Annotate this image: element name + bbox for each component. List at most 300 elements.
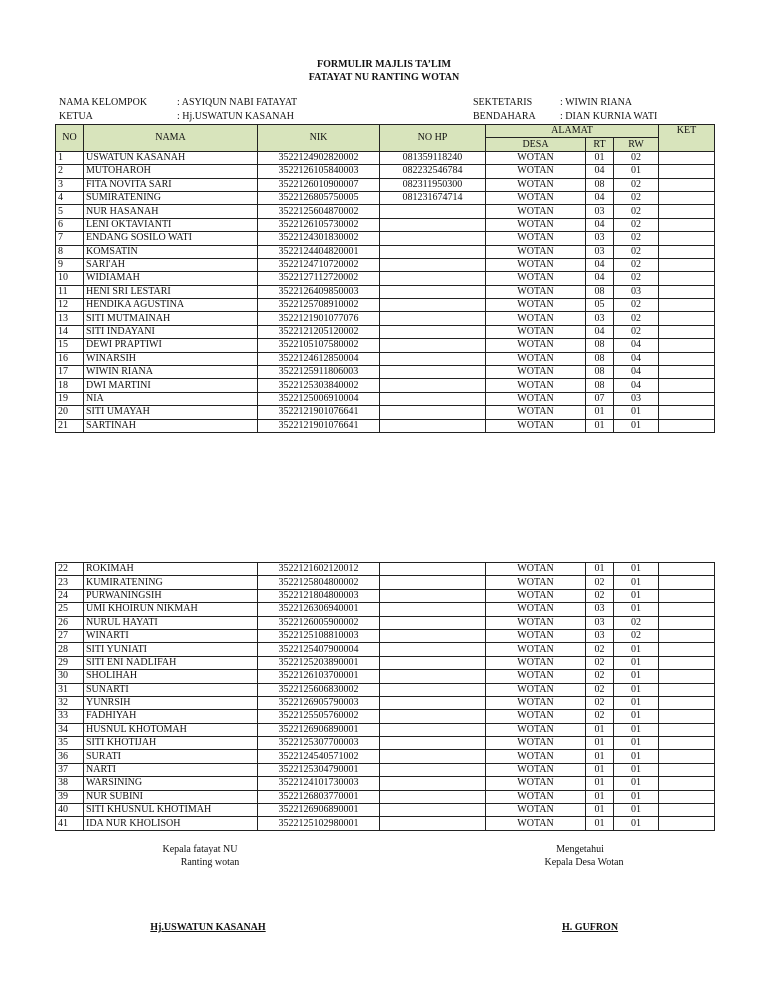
member-name: WIWIN RIANA xyxy=(84,366,258,379)
member-name: SITI YUNIATI xyxy=(84,643,258,656)
row-no: 25 xyxy=(56,603,84,616)
member-name: WINARSIH xyxy=(84,352,258,365)
member-name: LENI OKTAVIANTI xyxy=(84,218,258,231)
member-ket xyxy=(659,737,715,750)
member-desa: WOTAN xyxy=(486,366,586,379)
member-phone xyxy=(380,643,486,656)
member-desa: WOTAN xyxy=(486,603,586,616)
table-row xyxy=(56,379,715,392)
table-row xyxy=(56,670,715,683)
row-no: 38 xyxy=(56,777,84,790)
member-nik: 3522125407900004 xyxy=(258,643,380,656)
row-no: 12 xyxy=(56,299,84,312)
table-row xyxy=(56,804,715,817)
row-no: 23 xyxy=(56,576,84,589)
member-rw: 01 xyxy=(614,723,659,736)
bendahara-value: : DIAN KURNIA WATI xyxy=(560,111,658,122)
member-phone xyxy=(380,670,486,683)
member-ket xyxy=(659,232,715,245)
member-rw: 01 xyxy=(614,790,659,803)
member-desa: WOTAN xyxy=(486,272,586,285)
member-rw: 01 xyxy=(614,710,659,723)
member-ket xyxy=(659,366,715,379)
member-nik: 3522126409850003 xyxy=(258,285,380,298)
row-no: 17 xyxy=(56,366,84,379)
member-rw: 01 xyxy=(614,656,659,669)
member-rt: 04 xyxy=(586,165,614,178)
member-ket xyxy=(659,178,715,191)
member-rw: 04 xyxy=(614,352,659,365)
member-phone: 081231674714 xyxy=(380,191,486,204)
member-desa: WOTAN xyxy=(486,710,586,723)
row-no: 31 xyxy=(56,683,84,696)
member-rw: 02 xyxy=(614,272,659,285)
member-rt: 03 xyxy=(586,232,614,245)
member-rt: 07 xyxy=(586,392,614,405)
table-row xyxy=(56,245,715,258)
member-ket xyxy=(659,589,715,602)
member-rt: 01 xyxy=(586,804,614,817)
member-ket xyxy=(659,205,715,218)
member-rw: 01 xyxy=(614,419,659,432)
member-rw: 02 xyxy=(614,258,659,271)
member-ket xyxy=(659,629,715,642)
member-ket xyxy=(659,777,715,790)
member-rw: 01 xyxy=(614,589,659,602)
member-ket xyxy=(659,723,715,736)
member-desa: WOTAN xyxy=(486,419,586,432)
row-no: 33 xyxy=(56,710,84,723)
member-ket xyxy=(659,151,715,164)
member-desa: WOTAN xyxy=(486,723,586,736)
member-rw: 01 xyxy=(614,165,659,178)
table-row xyxy=(56,232,715,245)
member-name: NIA xyxy=(84,392,258,405)
table-row xyxy=(56,285,715,298)
member-rt: 03 xyxy=(586,616,614,629)
member-rt: 01 xyxy=(586,406,614,419)
row-no: 15 xyxy=(56,339,84,352)
member-name: NUR HASANAH xyxy=(84,205,258,218)
member-rw: 02 xyxy=(614,616,659,629)
member-rw: 01 xyxy=(614,603,659,616)
row-no: 1 xyxy=(56,151,84,164)
member-name: IDA NUR KHOLISOH xyxy=(84,817,258,830)
member-ket xyxy=(659,750,715,763)
member-nik: 3522125911806003 xyxy=(258,366,380,379)
member-ket xyxy=(659,325,715,338)
member-nik: 3522121901076641 xyxy=(258,419,380,432)
right-signature-title: Mengetahui xyxy=(556,844,604,855)
row-no: 3 xyxy=(56,178,84,191)
member-nik: 3522121804800003 xyxy=(258,589,380,602)
member-nik: 3522124902820002 xyxy=(258,151,380,164)
member-desa: WOTAN xyxy=(486,165,586,178)
member-nik: 3522125006910004 xyxy=(258,392,380,405)
table-row xyxy=(56,817,715,830)
member-ket xyxy=(659,710,715,723)
member-rt: 04 xyxy=(586,218,614,231)
member-name: SITI UMAYAH xyxy=(84,406,258,419)
member-ket xyxy=(659,804,715,817)
member-nik: 3522126105730002 xyxy=(258,218,380,231)
row-no: 24 xyxy=(56,589,84,602)
member-name: ENDANG SOSILO WATI xyxy=(84,232,258,245)
member-rt: 08 xyxy=(586,285,614,298)
table-row xyxy=(56,165,715,178)
member-desa: WOTAN xyxy=(486,325,586,338)
col-rw-header: RW xyxy=(614,138,659,151)
member-rw: 01 xyxy=(614,750,659,763)
member-ket xyxy=(659,603,715,616)
member-nik: 3522125203890001 xyxy=(258,656,380,669)
member-rt: 01 xyxy=(586,777,614,790)
member-phone xyxy=(380,419,486,432)
member-desa: WOTAN xyxy=(486,643,586,656)
member-desa: WOTAN xyxy=(486,218,586,231)
member-ket xyxy=(659,790,715,803)
table-row xyxy=(56,325,715,338)
col-ket-header: KET xyxy=(659,125,715,152)
member-desa: WOTAN xyxy=(486,737,586,750)
member-ket xyxy=(659,339,715,352)
col-nama-header: NAMA xyxy=(84,125,258,152)
members-table-1 xyxy=(55,124,715,433)
col-alamat-header: ALAMAT xyxy=(486,125,659,138)
member-rt: 01 xyxy=(586,750,614,763)
member-rt: 08 xyxy=(586,366,614,379)
row-no: 2 xyxy=(56,165,84,178)
member-desa: WOTAN xyxy=(486,683,586,696)
table-row xyxy=(56,656,715,669)
member-ket xyxy=(659,191,715,204)
member-rw: 02 xyxy=(614,151,659,164)
row-no: 20 xyxy=(56,406,84,419)
member-phone xyxy=(380,285,486,298)
member-desa: WOTAN xyxy=(486,616,586,629)
member-rw: 01 xyxy=(614,563,659,576)
member-phone xyxy=(380,563,486,576)
member-nik: 3522126805750005 xyxy=(258,191,380,204)
member-phone xyxy=(380,325,486,338)
member-rw: 01 xyxy=(614,670,659,683)
member-nik: 3522124612850004 xyxy=(258,352,380,365)
member-desa: WOTAN xyxy=(486,696,586,709)
row-no: 32 xyxy=(56,696,84,709)
member-desa: WOTAN xyxy=(486,563,586,576)
table-row xyxy=(56,339,715,352)
table-row xyxy=(56,603,715,616)
member-name: PURWANINGSIH xyxy=(84,589,258,602)
member-phone: 082232546784 xyxy=(380,165,486,178)
col-no-header: NO xyxy=(56,125,84,152)
row-no: 11 xyxy=(56,285,84,298)
row-no: 18 xyxy=(56,379,84,392)
member-nik: 3522121901077076 xyxy=(258,312,380,325)
member-phone xyxy=(380,379,486,392)
ketua-label: KETUA xyxy=(59,111,93,122)
member-name: WIDIAMAH xyxy=(84,272,258,285)
table-row xyxy=(56,406,715,419)
left-signature-subtitle: Ranting wotan xyxy=(180,857,240,868)
member-rw: 01 xyxy=(614,817,659,830)
table-row xyxy=(56,750,715,763)
member-nik: 3522124404820001 xyxy=(258,245,380,258)
member-phone xyxy=(380,629,486,642)
member-name: HENDIKA AGUSTINA xyxy=(84,299,258,312)
left-signature-title: Kepala fatayat NU xyxy=(162,844,238,855)
row-no: 10 xyxy=(56,272,84,285)
member-nik: 3522125606830002 xyxy=(258,683,380,696)
member-rt: 02 xyxy=(586,576,614,589)
member-rt: 02 xyxy=(586,683,614,696)
member-nik: 3522125307700003 xyxy=(258,737,380,750)
row-no: 13 xyxy=(56,312,84,325)
member-nik: 3522126906890001 xyxy=(258,723,380,736)
table-row xyxy=(56,777,715,790)
table-row xyxy=(56,258,715,271)
member-rt: 01 xyxy=(586,790,614,803)
member-desa: WOTAN xyxy=(486,406,586,419)
member-name: SHOLIHAH xyxy=(84,670,258,683)
table-row xyxy=(56,392,715,405)
member-rt: 08 xyxy=(586,352,614,365)
member-rw: 01 xyxy=(614,804,659,817)
member-desa: WOTAN xyxy=(486,285,586,298)
member-desa: WOTAN xyxy=(486,312,586,325)
member-desa: WOTAN xyxy=(486,245,586,258)
form-subtitle: FATAYAT NU RANTING WOTAN xyxy=(308,72,460,83)
member-rt: 01 xyxy=(586,151,614,164)
member-name: SITI MUTMAINAH xyxy=(84,312,258,325)
member-rt: 03 xyxy=(586,245,614,258)
member-desa: WOTAN xyxy=(486,750,586,763)
member-nik: 3522125505760002 xyxy=(258,710,380,723)
member-nik: 3522105107580002 xyxy=(258,339,380,352)
row-no: 22 xyxy=(56,563,84,576)
member-phone xyxy=(380,352,486,365)
member-desa: WOTAN xyxy=(486,670,586,683)
nama-kelompok-value: : ASYIQUN NABI FATAYAT xyxy=(177,97,298,108)
member-name: FITA NOVITA SARI xyxy=(84,178,258,191)
member-ket xyxy=(659,272,715,285)
member-phone: 082311950300 xyxy=(380,178,486,191)
member-name: HUSNUL KHOTOMAH xyxy=(84,723,258,736)
member-desa: WOTAN xyxy=(486,392,586,405)
table-row xyxy=(56,312,715,325)
row-no: 8 xyxy=(56,245,84,258)
member-nik: 3522125804800002 xyxy=(258,576,380,589)
table-row xyxy=(56,563,715,576)
member-ket xyxy=(659,258,715,271)
member-ket xyxy=(659,392,715,405)
member-phone xyxy=(380,683,486,696)
table-row xyxy=(56,218,715,231)
row-no: 30 xyxy=(56,670,84,683)
member-phone xyxy=(380,218,486,231)
member-phone xyxy=(380,763,486,776)
member-rt: 01 xyxy=(586,737,614,750)
member-phone xyxy=(380,750,486,763)
member-name: SARTINAH xyxy=(84,419,258,432)
member-nik: 3522126306940001 xyxy=(258,603,380,616)
member-rt: 04 xyxy=(586,258,614,271)
table-row xyxy=(56,723,715,736)
member-rt: 03 xyxy=(586,312,614,325)
member-ket xyxy=(659,683,715,696)
member-rw: 01 xyxy=(614,576,659,589)
row-no: 4 xyxy=(56,191,84,204)
member-desa: WOTAN xyxy=(486,629,586,642)
member-rw: 02 xyxy=(614,232,659,245)
table-row xyxy=(56,616,715,629)
row-no: 9 xyxy=(56,258,84,271)
member-name: SUMIRATENING xyxy=(84,191,258,204)
member-nik: 3522124101730003 xyxy=(258,777,380,790)
member-ket xyxy=(659,352,715,365)
table-row xyxy=(56,683,715,696)
row-no: 39 xyxy=(56,790,84,803)
sekretaris-value: : WIWIN RIANA xyxy=(560,97,633,108)
row-no: 35 xyxy=(56,737,84,750)
member-rw: 04 xyxy=(614,379,659,392)
member-rw: 04 xyxy=(614,339,659,352)
member-phone xyxy=(380,696,486,709)
member-nik: 3522126005900002 xyxy=(258,616,380,629)
member-ket xyxy=(659,312,715,325)
member-name: KOMSATIN xyxy=(84,245,258,258)
member-phone xyxy=(380,245,486,258)
table-row xyxy=(56,419,715,432)
member-desa: WOTAN xyxy=(486,817,586,830)
member-ket xyxy=(659,165,715,178)
member-rt: 01 xyxy=(586,817,614,830)
row-no: 16 xyxy=(56,352,84,365)
member-desa: WOTAN xyxy=(486,151,586,164)
member-phone xyxy=(380,232,486,245)
member-phone xyxy=(380,299,486,312)
member-rw: 01 xyxy=(614,683,659,696)
table-row xyxy=(56,299,715,312)
table-row xyxy=(56,629,715,642)
row-no: 26 xyxy=(56,616,84,629)
member-ket xyxy=(659,218,715,231)
member-name: SITI ENI NADLIFAH xyxy=(84,656,258,669)
member-rw: 03 xyxy=(614,285,659,298)
col-desa-header: DESA xyxy=(486,138,586,151)
member-phone xyxy=(380,258,486,271)
member-nik: 3522126905790003 xyxy=(258,696,380,709)
member-desa: WOTAN xyxy=(486,777,586,790)
member-rt: 08 xyxy=(586,379,614,392)
member-name: KUMIRATENING xyxy=(84,576,258,589)
table-row xyxy=(56,710,715,723)
member-nik: 3522125303840002 xyxy=(258,379,380,392)
bendahara-label: BENDAHARA xyxy=(473,111,536,122)
row-no: 5 xyxy=(56,205,84,218)
member-name: UMI KHOIRUN NIKMAH xyxy=(84,603,258,616)
member-phone xyxy=(380,817,486,830)
member-nik: 3522125108810003 xyxy=(258,629,380,642)
member-phone xyxy=(380,272,486,285)
member-desa: WOTAN xyxy=(486,763,586,776)
member-rt: 02 xyxy=(586,710,614,723)
member-name: SURATI xyxy=(84,750,258,763)
table-row xyxy=(56,191,715,204)
member-rt: 08 xyxy=(586,339,614,352)
member-rt: 01 xyxy=(586,563,614,576)
member-rt: 04 xyxy=(586,325,614,338)
member-phone: 081359118240 xyxy=(380,151,486,164)
table-row xyxy=(56,790,715,803)
member-rw: 02 xyxy=(614,312,659,325)
member-rt: 02 xyxy=(586,643,614,656)
member-desa: WOTAN xyxy=(486,790,586,803)
member-rt: 02 xyxy=(586,670,614,683)
member-name: SITI KHUSNUL KHOTIMAH xyxy=(84,804,258,817)
member-rw: 02 xyxy=(614,245,659,258)
member-phone xyxy=(380,589,486,602)
member-desa: WOTAN xyxy=(486,352,586,365)
member-rt: 04 xyxy=(586,191,614,204)
member-name: DWI MARTINI xyxy=(84,379,258,392)
member-ket xyxy=(659,670,715,683)
right-signature-subtitle: Kepala Desa Wotan xyxy=(544,857,624,868)
form-title: FORMULIR MAJLIS TA’LIM xyxy=(317,59,451,70)
member-nik: 3522121901076641 xyxy=(258,406,380,419)
row-no: 7 xyxy=(56,232,84,245)
table-row xyxy=(56,352,715,365)
member-name: SITI KHOTIJAH xyxy=(84,737,258,750)
table-row xyxy=(56,272,715,285)
member-nik: 3522121205120002 xyxy=(258,325,380,338)
members-table-2-body xyxy=(56,563,715,831)
member-nik: 3522125708910002 xyxy=(258,299,380,312)
member-phone xyxy=(380,603,486,616)
member-name: MUTOHAROH xyxy=(84,165,258,178)
member-name: ROKIMAH xyxy=(84,563,258,576)
member-rw: 04 xyxy=(614,366,659,379)
member-rw: 02 xyxy=(614,325,659,338)
member-name: SITI INDAYANI xyxy=(84,325,258,338)
member-rw: 02 xyxy=(614,629,659,642)
member-nik: 3522126906890001 xyxy=(258,804,380,817)
member-name: SUNARTI xyxy=(84,683,258,696)
member-phone xyxy=(380,406,486,419)
member-rt: 01 xyxy=(586,723,614,736)
member-rt: 03 xyxy=(586,603,614,616)
row-no: 40 xyxy=(56,804,84,817)
member-phone xyxy=(380,616,486,629)
left-signature-name: Hj.USWATUN KASANAH xyxy=(150,922,266,933)
col-nik-header: NIK xyxy=(258,125,380,152)
member-desa: WOTAN xyxy=(486,232,586,245)
member-ket xyxy=(659,563,715,576)
member-nik: 3522126105840003 xyxy=(258,165,380,178)
member-phone xyxy=(380,366,486,379)
member-rt: 02 xyxy=(586,696,614,709)
member-nik: 3522126803770001 xyxy=(258,790,380,803)
member-ket xyxy=(659,379,715,392)
member-rt: 08 xyxy=(586,178,614,191)
member-name: WINARTI xyxy=(84,629,258,642)
members-table-2 xyxy=(55,562,715,831)
member-nik: 3522126010900007 xyxy=(258,178,380,191)
member-rw: 01 xyxy=(614,777,659,790)
member-rt: 03 xyxy=(586,205,614,218)
row-no: 27 xyxy=(56,629,84,642)
table-row xyxy=(56,151,715,164)
